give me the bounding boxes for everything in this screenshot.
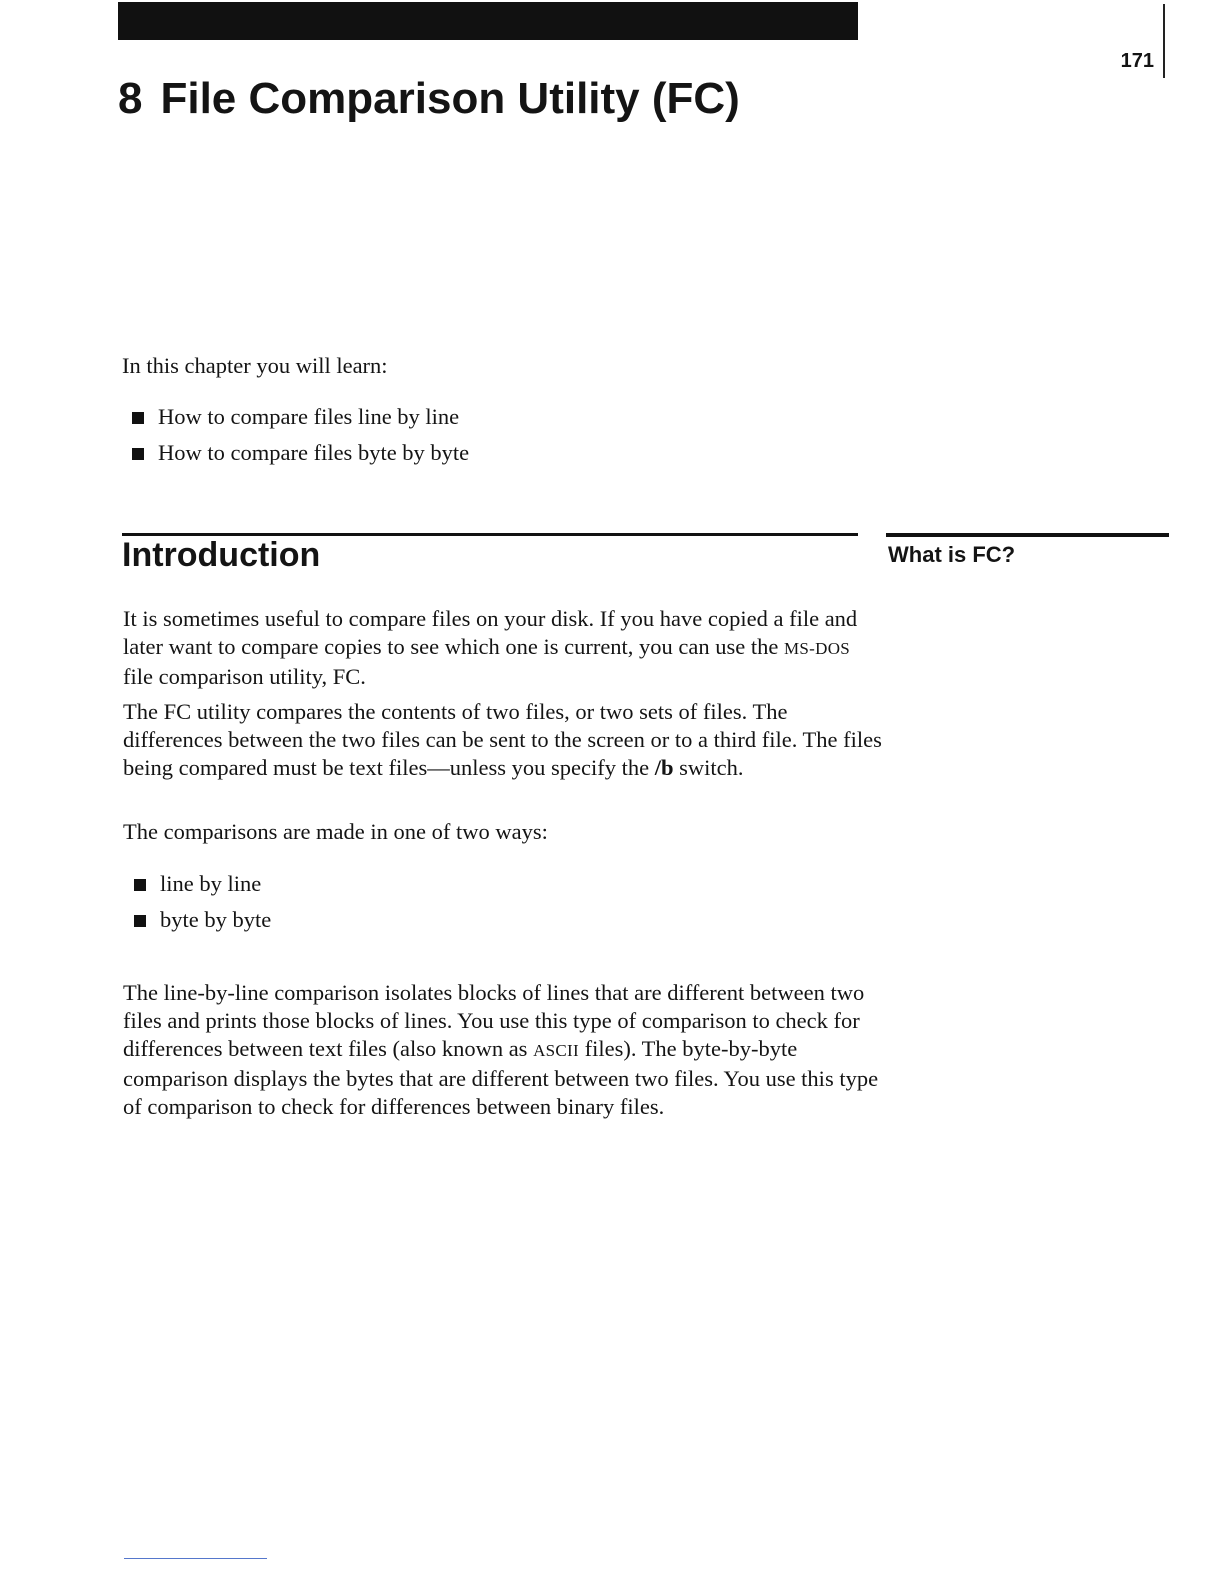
intro-paragraph-3: The comparisons are made in one of two ways: xyxy=(123,819,548,844)
switch-term: /b xyxy=(654,755,674,780)
text-run: The line-by-line comparison isolates blocks of lines that are different between two files and prints those blocks of lines. You use this type of comparison to check for differences between text files (also known as xyxy=(123,980,865,1061)
text-run: switch. xyxy=(673,755,744,780)
margin-rule xyxy=(886,533,1169,537)
list-item: byte by byte xyxy=(134,906,271,942)
intro-paragraph-1 xyxy=(123,605,883,691)
text-run: file comparison utility, FC. xyxy=(123,664,366,689)
learn-list xyxy=(132,403,469,475)
text-run: The FC utility compares the contents of two files, or two sets of files. The differences between the two files can be sent to the screen or to a third file. The files being compared must be text files—unless you specify the xyxy=(123,699,882,780)
learn-intro: In this chapter you will learn: xyxy=(122,353,388,378)
intro-paragraph-4 xyxy=(123,979,883,1121)
small-caps-term: MS-DOS xyxy=(784,639,851,658)
list-item: How to compare files byte by byte xyxy=(132,439,469,475)
header-bar xyxy=(118,2,858,40)
margin-heading: What is FC? xyxy=(888,542,1016,567)
section-heading: Introduction xyxy=(122,536,321,574)
page-number: 171 xyxy=(1120,50,1154,72)
small-caps-term: ASCII xyxy=(533,1041,579,1060)
chapter-number: 8 xyxy=(118,74,143,123)
page-edge-rule xyxy=(1163,4,1165,78)
ways-list xyxy=(134,870,271,942)
text-run: files). The byte-by-byte comparison displays the bytes that are different between two files. You use this type of comparison to check for differences between binary files. xyxy=(123,1036,879,1119)
text-run: It is sometimes useful to compare files on your disk. If you have copied a file and later want to compare copies to see which one is current, you can use the xyxy=(123,606,858,659)
chapter-title xyxy=(118,74,740,124)
footer-rule xyxy=(124,1558,267,1559)
intro-paragraph-2 xyxy=(123,698,883,782)
chapter-title-text: File Comparison Utility (FC) xyxy=(160,74,740,123)
list-item: line by line xyxy=(134,870,271,906)
list-item: How to compare files line by line xyxy=(132,403,469,439)
